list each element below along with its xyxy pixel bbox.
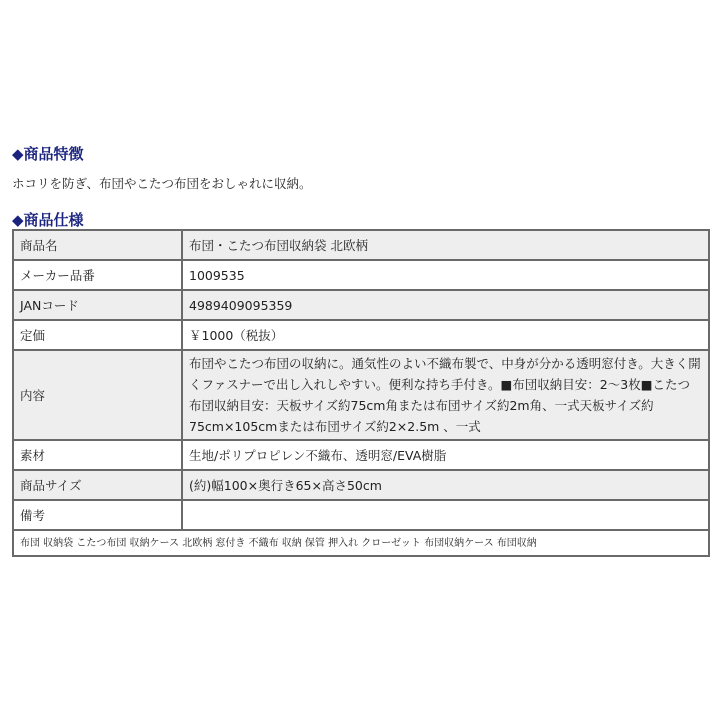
specs-heading: ◆商品仕様 <box>12 211 84 229</box>
table-row <box>13 320 709 350</box>
row-label: 商品名 <box>13 230 182 260</box>
row-value: ￥1000（税抜） <box>182 320 709 350</box>
table-row <box>13 440 709 470</box>
row-label: 備考 <box>13 500 182 530</box>
features-heading: ◆商品特徴 <box>12 145 84 163</box>
table-row <box>13 230 709 260</box>
row-value: 布団・こたつ布団収納袋 北欧柄 <box>182 230 709 260</box>
row-label: 素材 <box>13 440 182 470</box>
table-row <box>13 500 709 530</box>
row-value: 布団やこたつ布団の収納に。通気性のよい不織布製で、中身が分かる透明窓付き。大きく開くファスナーで出し入れしやすい。便利な持ち手付き。■布団収納目安：2～3枚■こたつ布団収納目安：天板サイズ約75cm角または布団サイズ約2m角、一式天板サイズ約75cm×105cmまたは布団サイズ約2×2.5m 、一式 <box>182 350 709 440</box>
table-row <box>13 470 709 500</box>
row-value: 生地/ポリプロピレン不織布、透明窓/EVA樹脂 <box>182 440 709 470</box>
table-row <box>13 290 709 320</box>
specs-table <box>12 229 710 557</box>
table-row <box>13 260 709 290</box>
tags-text: 布団 収納袋 こたつ布団 収納ケース 北欧柄 窓付き 不織布 収納 保管 押入れ クローゼット 布団収納ケース 布団収納 <box>13 530 709 556</box>
row-label: 定価 <box>13 320 182 350</box>
row-label: 内容 <box>13 350 182 440</box>
row-value: 1009535 <box>182 260 709 290</box>
row-value: (約)幅100×奥行き65×高さ50cm <box>182 470 709 500</box>
row-label: JANコード <box>13 290 182 320</box>
row-value: 4989409095359 <box>182 290 709 320</box>
row-label: メーカー品番 <box>13 260 182 290</box>
row-value <box>182 500 709 530</box>
table-row <box>13 350 709 440</box>
tags-row <box>13 530 709 556</box>
row-label: 商品サイズ <box>13 470 182 500</box>
features-text: ホコリを防ぎ、布団やこたつ布団をおしゃれに収納。 <box>12 176 312 191</box>
